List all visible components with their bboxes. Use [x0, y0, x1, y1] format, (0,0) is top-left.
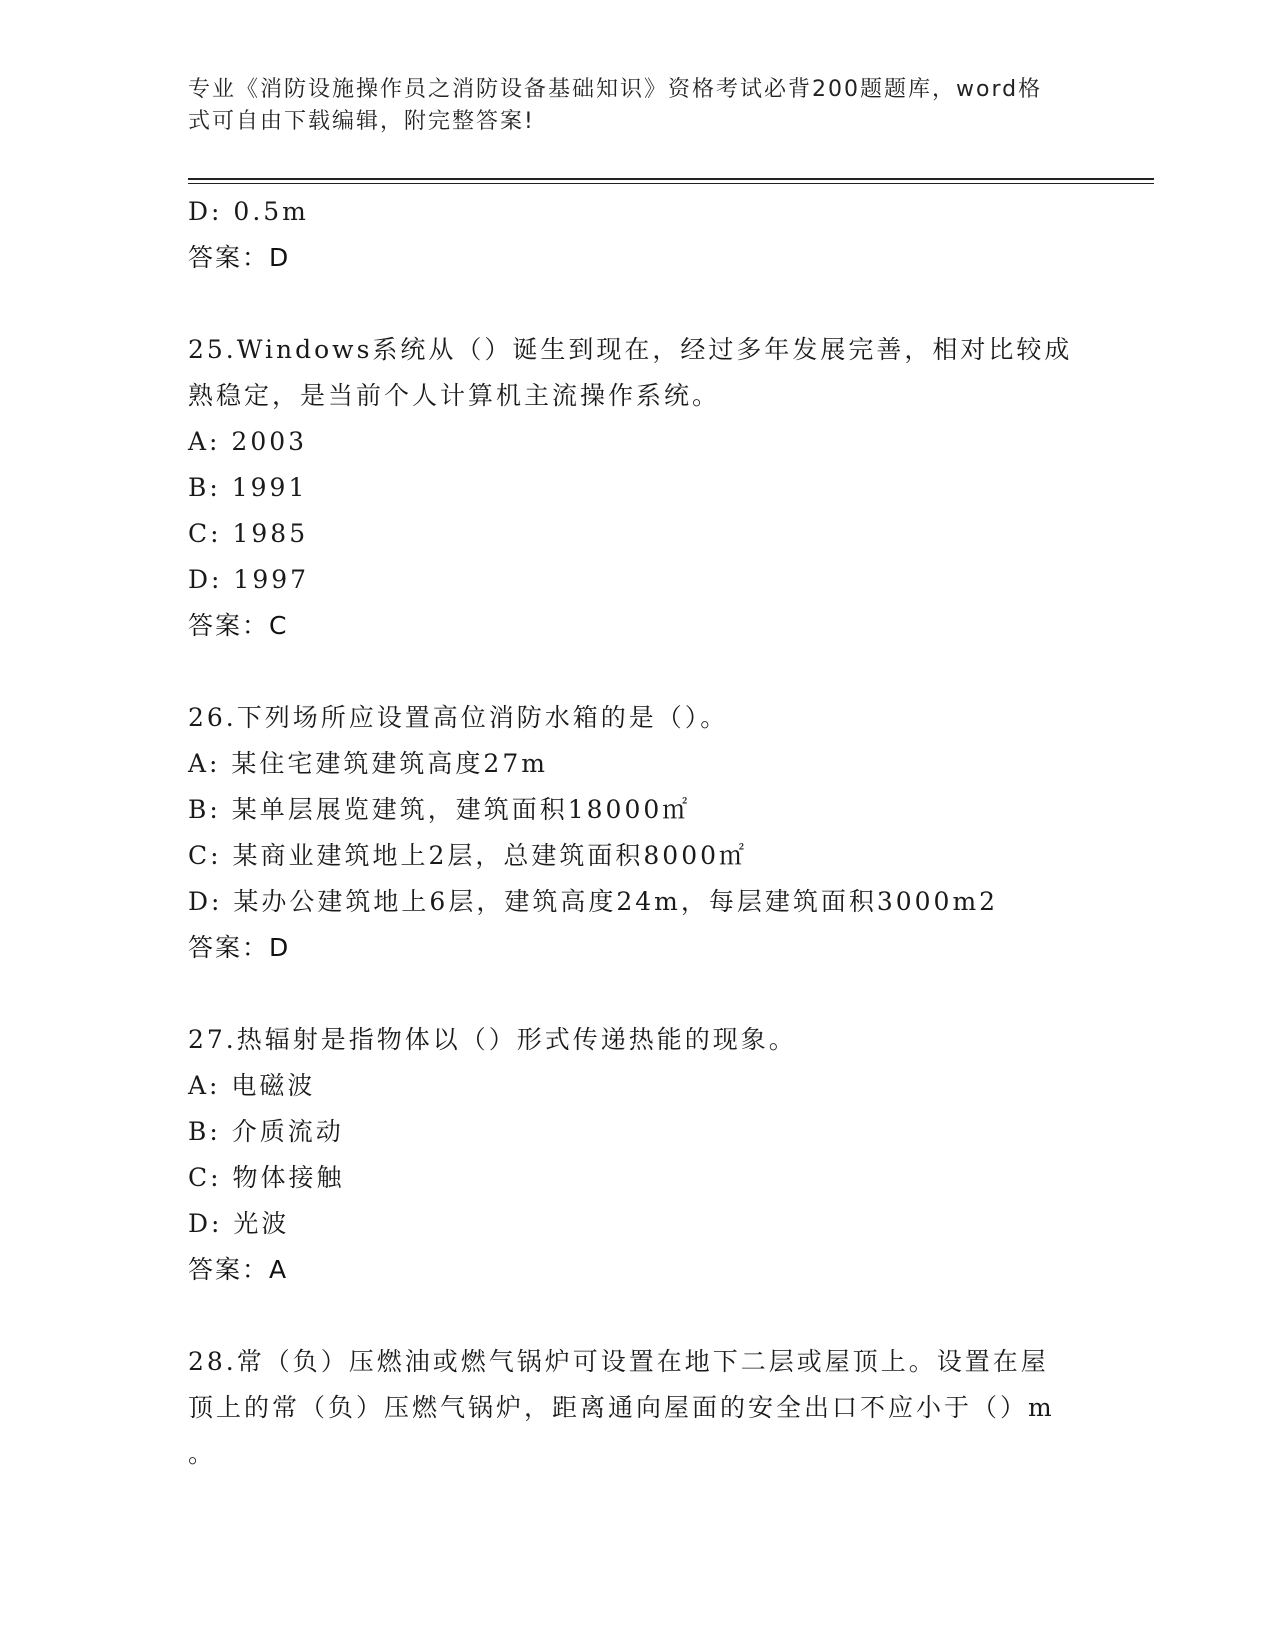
question-27-option-c: C: 物体接触 — [188, 1163, 345, 1192]
question-26-option-d: D: 某办公建筑地上6层，建筑高度24m，每层建筑面积3000m2 — [188, 887, 999, 916]
question-25-stem-line-1: 25.Windows系统从（）诞生到现在，经过多年发展完善，相对比较成 — [188, 335, 1073, 364]
question-25-option-b: B: 1991 — [188, 473, 308, 502]
spacer — [188, 1293, 1088, 1339]
question-28-stem-line-1: 28.常（负）压燃油或燃气锅炉可设置在地下二层或屋顶上。设置在屋 — [188, 1347, 1049, 1376]
document-header — [188, 74, 1078, 138]
question-27-answer: 答案：A — [188, 1255, 289, 1284]
question-28-stem-line-2: 顶上的常（负）压燃气锅炉，距离通向屋面的安全出口不应小于（）m — [188, 1393, 1055, 1422]
question-27-option-a: A: 电磁波 — [188, 1071, 316, 1100]
question-27-option-b: B: 介质流动 — [188, 1117, 344, 1146]
question-27 — [188, 1017, 1088, 1293]
question-26-option-b: B: 某单层展览建筑，建筑面积18000㎡ — [188, 795, 691, 824]
question-26-option-a: A: 某住宅建筑建筑高度27m — [188, 749, 548, 778]
spacer — [188, 971, 1088, 1017]
question-25-stem-line-2: 熟稳定，是当前个人计算机主流操作系统。 — [188, 381, 721, 410]
spacer — [188, 281, 1088, 327]
question-list — [188, 189, 1088, 1477]
header-rule-thick — [188, 178, 1154, 180]
header-rule-thin — [188, 183, 1154, 184]
spacer — [188, 649, 1088, 695]
question-26-answer: 答案：D — [188, 933, 291, 962]
question-27-option-d: D: 光波 — [188, 1209, 290, 1238]
question-26-stem: 26.下列场所应设置高位消防水箱的是（）。 — [188, 703, 729, 732]
question-25-option-d: D: 1997 — [188, 565, 310, 594]
question-25-option-a: A: 2003 — [188, 427, 308, 456]
question-26 — [188, 695, 1088, 971]
question-26-option-c: C: 某商业建筑地上2层，总建筑面积8000㎡ — [188, 841, 748, 870]
question-28-stem-line-3: 。 — [188, 1439, 217, 1468]
question-27-stem: 27.热辐射是指物体以（）形式传递热能的现象。 — [188, 1025, 797, 1054]
question-25-answer: 答案：C — [188, 611, 289, 640]
header-line-1: 专业《消防设施操作员之消防设备基础知识》资格考试必背200题题库，word格 — [188, 77, 1043, 102]
prev-option-d: D: 0.5m — [188, 197, 309, 226]
question-25-option-c: C: 1985 — [188, 519, 309, 548]
question-28 — [188, 1339, 1088, 1477]
question-25 — [188, 327, 1088, 649]
header-line-2: 式可自由下载编辑，附完整答案! — [188, 109, 535, 134]
prev-answer: 答案：D — [188, 243, 291, 272]
